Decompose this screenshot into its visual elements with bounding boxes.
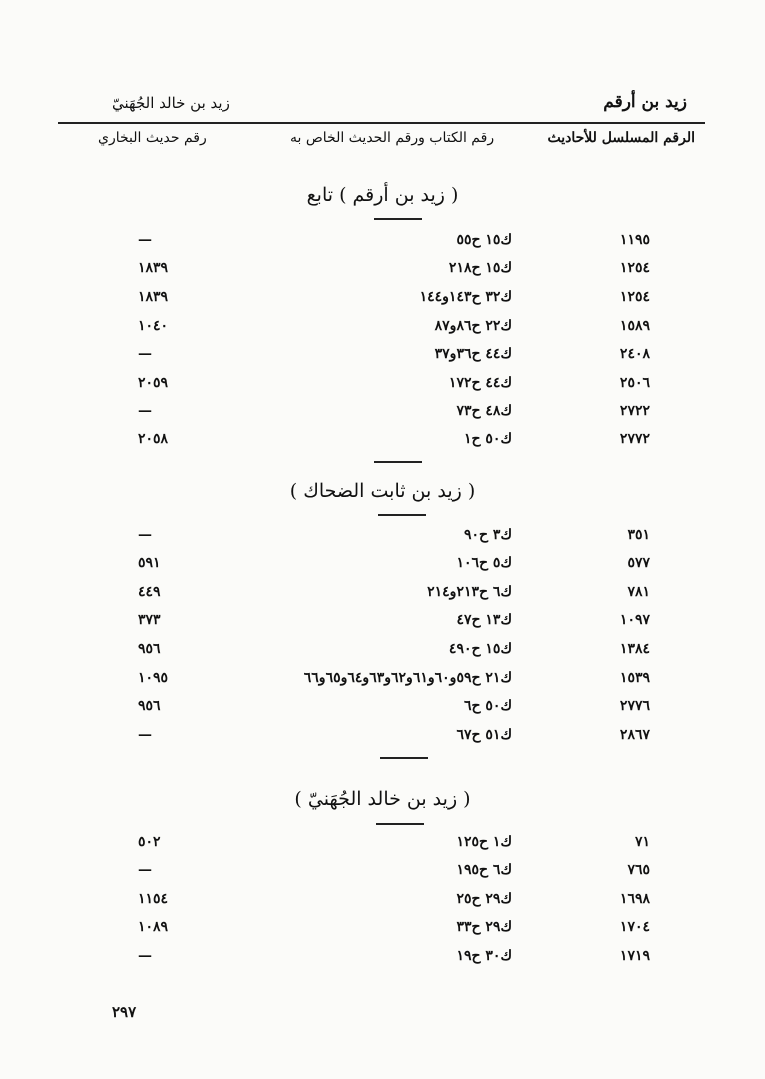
serial-cell: ٧٦٥	[627, 862, 650, 878]
section-title: ( زيد بن ثابت الضحاك )	[289, 480, 476, 502]
book-cell: ك٥٠ ح٦	[463, 698, 512, 714]
bukhari-cell: —	[138, 232, 152, 248]
header-rule	[58, 122, 705, 124]
bukhari-cell: —	[138, 403, 152, 419]
serial-cell: ٧١	[634, 834, 650, 850]
section-title: ( زيد بن خالد الجُهَنيّ )	[294, 788, 471, 810]
book-cell: ك٢١ ح٥٩و٦٠و٦١و٦٢و٦٣و٦٤و٦٥و٦٦	[303, 670, 512, 686]
table-row	[0, 641, 765, 669]
bukhari-cell: ٤٤٩	[138, 584, 161, 600]
table-row	[0, 318, 765, 346]
serial-cell: ١٥٣٩	[619, 670, 650, 686]
serial-cell: ١٥٨٩	[619, 318, 650, 334]
serial-cell: ٧٨١	[627, 584, 650, 600]
table-row	[0, 431, 765, 459]
table-row	[0, 862, 765, 890]
section-divider	[374, 218, 422, 220]
table-row	[0, 670, 765, 698]
section-divider	[380, 757, 428, 759]
book-cell: ك٣ ح٩٠	[463, 527, 512, 543]
serial-cell: ١٧٠٤	[619, 919, 650, 935]
bukhari-cell: ١١٥٤	[138, 891, 169, 907]
table-row	[0, 698, 765, 726]
bukhari-cell: ٢٠٥٨	[138, 431, 169, 447]
book-cell: ك٤٤ ح١٧٢	[448, 375, 512, 391]
book-cell: ك١ ح١٢٥	[456, 834, 512, 850]
table-row	[0, 346, 765, 374]
serial-cell: ١٣٨٤	[619, 641, 650, 657]
book-cell: ك٣٠ ح١٩	[456, 948, 512, 964]
book-cell: ك١٥ ح٥٥	[456, 232, 512, 248]
book-cell: ك٥ ح١٠٦	[456, 555, 512, 571]
table-row	[0, 834, 765, 862]
book-cell: ك٣٢ ح١٤٣و١٤٤	[419, 289, 512, 305]
running-head-left: زيد بن خالد الجُهَنيّ	[112, 94, 230, 112]
column-header-book: رقم الكتاب ورقم الحديث الخاص به	[290, 130, 495, 146]
table-row	[0, 555, 765, 583]
serial-cell: ١٧١٩	[619, 948, 650, 964]
bukhari-cell: ١٠٤٠	[138, 318, 169, 334]
serial-cell: ١١٩٥	[619, 232, 650, 248]
book-cell: ك١٥ ح٢١٨	[448, 260, 512, 276]
table-row	[0, 260, 765, 288]
serial-cell: ١٦٩٨	[619, 891, 650, 907]
serial-cell: ٥٧٧	[627, 555, 650, 571]
bukhari-cell: ٩٥٦	[138, 698, 161, 714]
table-row	[0, 948, 765, 976]
bukhari-cell: ٣٧٣	[138, 612, 161, 628]
page-number: ٢٩٧	[112, 1003, 137, 1021]
table-row	[0, 527, 765, 555]
bukhari-cell: ١٨٣٩	[138, 289, 169, 305]
bukhari-cell: ١٠٨٩	[138, 919, 169, 935]
book-cell: ك٦ ح٢١٣و٢١٤	[427, 584, 512, 600]
column-header-bukhari: رقم حديث البخاري	[98, 130, 207, 146]
serial-cell: ٢٤٠٨	[619, 346, 650, 362]
book-cell: ك٢٩ ح٢٥	[456, 891, 512, 907]
book-cell: ك٤٨ ح٧٣	[456, 403, 512, 419]
serial-cell: ١٢٥٤	[619, 289, 650, 305]
table-row	[0, 584, 765, 612]
book-cell: ك٢٩ ح٣٣	[456, 919, 512, 935]
bukhari-cell: ٥٠٢	[138, 834, 161, 850]
section-divider	[374, 461, 422, 463]
running-head-right: زيد بن أرقم	[603, 92, 687, 112]
bukhari-cell: —	[138, 527, 152, 543]
bukhari-cell: ٢٠٥٩	[138, 375, 169, 391]
table-row	[0, 232, 765, 260]
serial-cell: ٢٧٧٢	[619, 431, 650, 447]
table-row	[0, 289, 765, 317]
serial-cell: ٢٨٦٧	[619, 727, 650, 743]
serial-cell: ٢٧٢٢	[619, 403, 650, 419]
bukhari-cell: ١٠٩٥	[138, 670, 169, 686]
table-row	[0, 403, 765, 431]
bukhari-cell: —	[138, 862, 152, 878]
table-row	[0, 891, 765, 919]
table-row	[0, 919, 765, 947]
book-cell: ك٥٠ ح١	[463, 431, 512, 447]
bukhari-cell: ٥٩١	[138, 555, 161, 571]
table-row	[0, 375, 765, 403]
serial-cell: ١٠٩٧	[619, 612, 650, 628]
section-title: ( زيد بن أرقم ) تابع	[306, 184, 459, 206]
bukhari-cell: —	[138, 948, 152, 964]
serial-cell: ٢٥٠٦	[619, 375, 650, 391]
section-divider	[376, 823, 424, 825]
serial-cell: ٣٥١	[627, 527, 650, 543]
section-divider	[378, 514, 426, 516]
bukhari-cell: ٩٥٦	[138, 641, 161, 657]
book-cell: ك٦ ح١٩٥	[456, 862, 512, 878]
book-cell: ك١٥ ح٤٩٠	[448, 641, 512, 657]
serial-cell: ١٢٥٤	[619, 260, 650, 276]
table-row	[0, 612, 765, 640]
bukhari-cell: —	[138, 346, 152, 362]
serial-cell: ٢٧٧٦	[619, 698, 650, 714]
bukhari-cell: —	[138, 727, 152, 743]
book-cell: ك١٣ ح٤٧	[456, 612, 512, 628]
bukhari-cell: ١٨٣٩	[138, 260, 169, 276]
book-cell: ك٥١ ح٦٧	[456, 727, 512, 743]
table-row	[0, 727, 765, 755]
book-cell: ك٢٢ ح٨٦و٨٧	[434, 318, 512, 334]
column-header-serial: الرقم المسلسل للأحاديث	[547, 130, 695, 146]
book-cell: ك٤٤ ح٣٦و٣٧	[434, 346, 512, 362]
